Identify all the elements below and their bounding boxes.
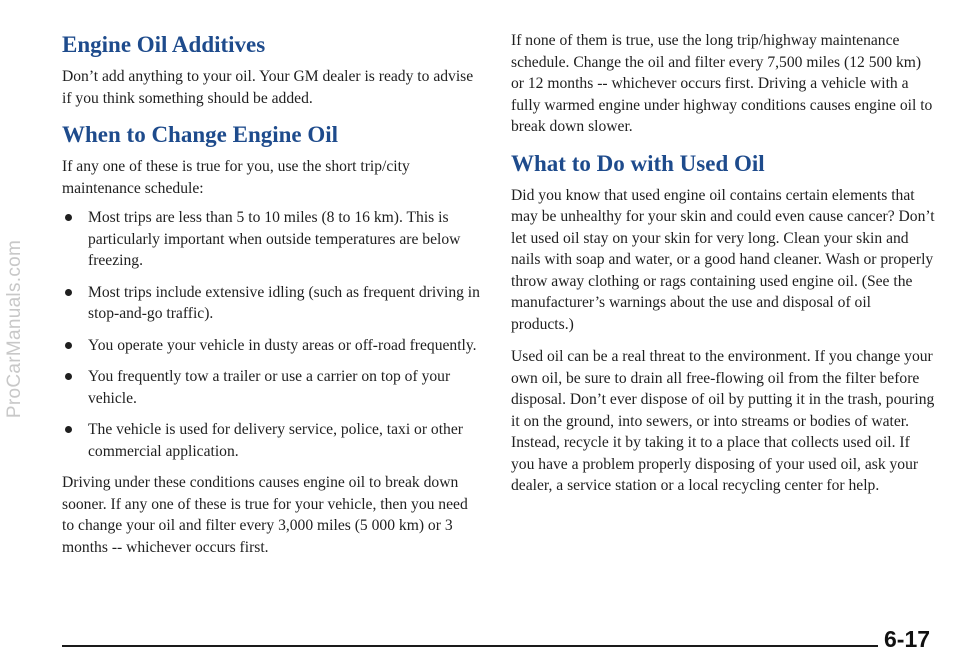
conditions-list <box>62 207 480 462</box>
list-item-text: The vehicle is used for delivery service, police, taxi or other commercial application. <box>88 421 463 460</box>
list-item <box>62 419 480 462</box>
left-column <box>62 30 480 558</box>
used-oil-heading: What to Do with Used Oil <box>511 150 765 176</box>
bullet-icon <box>65 214 72 221</box>
bullet-icon <box>65 373 72 380</box>
change-oil-intro: If any one of these is true for you, use the short trip/city maintenance schedule: <box>62 158 410 197</box>
list-item <box>62 282 480 325</box>
footer-rule <box>62 645 878 647</box>
list-item-text: Most trips include extensive idling (such as frequent driving in stop-and-go traffic). <box>88 283 480 322</box>
highway-paragraph: If none of them is true, use the long trip/highway maintenance schedule. Change the oil and filter every 7,500 miles (12 500 km) or 12 months -- whichever occurs first. Driving a vehicle with a fully warmed engine under highway conditions causes engine oil to break down slower. <box>511 32 933 135</box>
watermark <box>0 0 30 657</box>
right-column <box>511 30 936 497</box>
used-oil-paragraph-2: Used oil can be a real threat to the environment. If you change your own oil, be sure to drain all free-flowing oil from the filter before disposal. Don’t ever dispose of oil by putting it in the trash, pouring it on the ground, into sewers, or into streams or bodies of water. Instead, recycle it by taking it to a place that collects used oil. If you have a problem properly disposing of your used oil, ask your dealer, a service station or a local recycling center for help. <box>511 348 935 494</box>
additives-paragraph: Don’t add anything to your oil. Your GM dealer is ready to advise if you think something should be added. <box>62 68 474 107</box>
watermark-text: ProCarManuals.com <box>4 239 25 418</box>
page-number: 6-17 <box>884 626 931 652</box>
additives-heading: Engine Oil Additives <box>62 32 266 57</box>
list-item <box>62 207 480 272</box>
list-item-text: Most trips are less than 5 to 10 miles (8 to 16 km). This is particularly important when outside temperatures are below freezing. <box>88 209 461 269</box>
bullet-icon <box>65 342 72 349</box>
change-oil-outro: Driving under these conditions causes engine oil to break down sooner. If any one of these is true for your vehicle, then you need to change your oil and filter every 3,000 miles (5 000 km) or 3 months -- whichever occurs first. <box>62 474 468 556</box>
list-item <box>62 366 480 409</box>
bullet-icon <box>65 426 72 433</box>
list-item-text: You frequently tow a trailer or use a carrier on top of your vehicle. <box>88 368 451 407</box>
list-item <box>62 335 480 357</box>
used-oil-paragraph-1: Did you know that used engine oil contains certain elements that may be unhealthy for your skin and could even cause cancer? Don’t let used oil stay on your skin for very long. Clean your skin and nails with soap and water, or a good hand cleaner. Wash or properly throw away clothing or rags containing used engine oil. (See the manufacturer’s warnings about the use and disposal of oil products.) <box>511 186 935 333</box>
bullet-icon <box>65 289 72 296</box>
change-oil-heading: When to Change Engine Oil <box>62 122 339 147</box>
list-item-text: You operate your vehicle in dusty areas or off-road frequently. <box>88 336 477 354</box>
